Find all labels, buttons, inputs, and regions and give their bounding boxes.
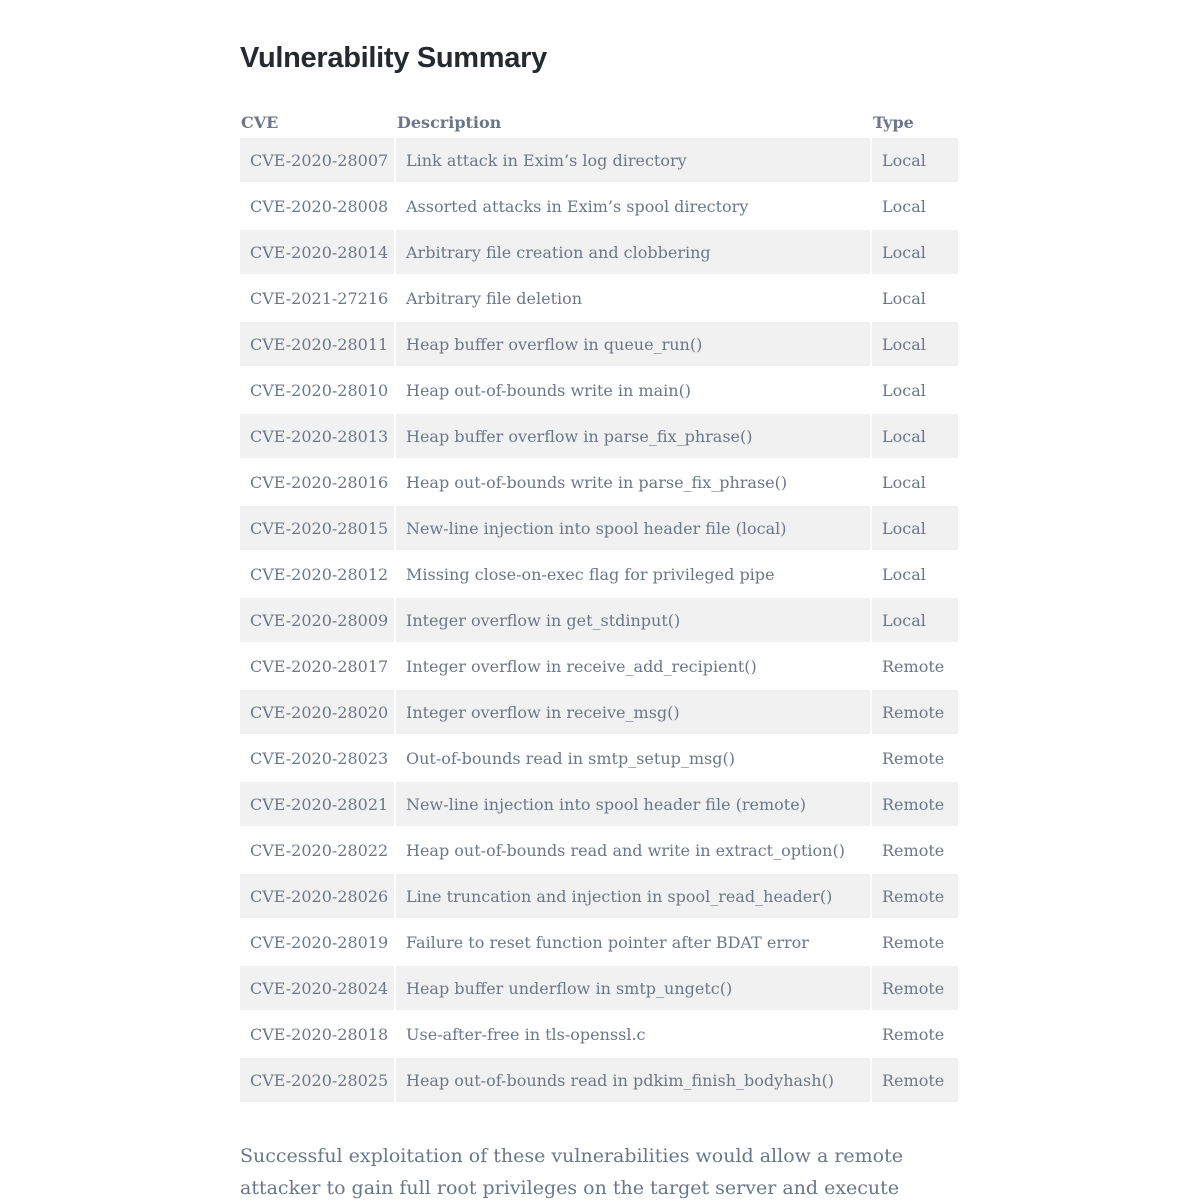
cve-cell: CVE-2020-28008 — [240, 184, 394, 228]
cve-cell: CVE-2021-27216 — [240, 276, 394, 320]
cve-cell: CVE-2020-28012 — [240, 552, 394, 596]
type-cell: Local — [872, 276, 958, 320]
table-row — [240, 414, 958, 458]
table-row — [240, 552, 958, 596]
cve-cell: CVE-2020-28011 — [240, 322, 394, 366]
type-cell: Local — [872, 322, 958, 366]
table-row — [240, 1058, 958, 1102]
cve-cell: CVE-2020-28026 — [240, 874, 394, 918]
description-cell: Use-after-free in tls-openssl.c — [396, 1012, 870, 1056]
header-type: Type — [873, 112, 914, 132]
table-row — [240, 782, 958, 826]
table-row — [240, 184, 958, 228]
description-cell: Out-of-bounds read in smtp_setup_msg() — [396, 736, 870, 780]
cve-cell: CVE-2020-28021 — [240, 782, 394, 826]
table-row — [240, 598, 958, 642]
cve-cell: CVE-2020-28025 — [240, 1058, 394, 1102]
cve-cell: CVE-2020-28009 — [240, 598, 394, 642]
header-cve: CVE — [241, 112, 279, 132]
description-cell: Heap out-of-bounds write in parse_fix_phrase() — [396, 460, 870, 504]
table-row — [240, 460, 958, 504]
type-cell: Local — [872, 184, 958, 228]
description-cell: New-line injection into spool header file (local) — [396, 506, 870, 550]
table-row — [240, 276, 958, 320]
cve-cell: CVE-2020-28019 — [240, 920, 394, 964]
table-row — [240, 506, 958, 550]
page-title: Vulnerability Summary — [240, 42, 547, 74]
type-cell: Local — [872, 138, 958, 182]
description-cell: Heap out-of-bounds read in pdkim_finish_bodyhash() — [396, 1058, 870, 1102]
table-row — [240, 736, 958, 780]
description-cell: Integer overflow in get_stdinput() — [396, 598, 870, 642]
cve-cell: CVE-2020-28018 — [240, 1012, 394, 1056]
table-row — [240, 644, 958, 688]
type-cell: Remote — [872, 644, 958, 688]
cve-cell: CVE-2020-28010 — [240, 368, 394, 412]
type-cell: Remote — [872, 1012, 958, 1056]
type-cell: Remote — [872, 1058, 958, 1102]
type-cell: Remote — [872, 782, 958, 826]
type-cell: Remote — [872, 874, 958, 918]
type-cell: Local — [872, 506, 958, 550]
type-cell: Local — [872, 368, 958, 412]
cve-cell: CVE-2020-28016 — [240, 460, 394, 504]
type-cell: Local — [872, 230, 958, 274]
table-row — [240, 920, 958, 964]
table-row — [240, 138, 958, 182]
description-cell: Integer overflow in receive_add_recipient() — [396, 644, 870, 688]
vulnerability-table — [238, 106, 960, 1104]
description-cell: Heap buffer underflow in smtp_ungetc() — [396, 966, 870, 1010]
cve-cell: CVE-2020-28007 — [240, 138, 394, 182]
description-cell: Integer overflow in receive_msg() — [396, 690, 870, 734]
table-row — [240, 322, 958, 366]
table-row — [240, 966, 958, 1010]
table-header-row — [240, 108, 958, 136]
description-cell: Link attack in Exim’s log directory — [396, 138, 870, 182]
description-cell: Heap out-of-bounds write in main() — [396, 368, 870, 412]
description-cell: Arbitrary file creation and clobbering — [396, 230, 870, 274]
table-row — [240, 230, 958, 274]
type-cell: Remote — [872, 828, 958, 872]
description-cell: Heap buffer overflow in queue_run() — [396, 322, 870, 366]
cve-cell: CVE-2020-28013 — [240, 414, 394, 458]
table-row — [240, 828, 958, 872]
description-cell: Missing close-on-exec flag for privileged pipe — [396, 552, 870, 596]
cve-cell: CVE-2020-28024 — [240, 966, 394, 1010]
description-cell: Arbitrary file deletion — [396, 276, 870, 320]
cve-cell: CVE-2020-28017 — [240, 644, 394, 688]
type-cell: Remote — [872, 966, 958, 1010]
description-cell: New-line injection into spool header file (remote) — [396, 782, 870, 826]
description-cell: Failure to reset function pointer after BDAT error — [396, 920, 870, 964]
description-cell: Assorted attacks in Exim’s spool directory — [396, 184, 870, 228]
table-row — [240, 368, 958, 412]
type-cell: Local — [872, 598, 958, 642]
body-paragraph: Successful exploitation of these vulnerabilities would allow a remote attacker to gain full root privileges on the target server and execute — [240, 1145, 903, 1199]
type-cell: Remote — [872, 736, 958, 780]
table-row — [240, 1012, 958, 1056]
description-cell: Line truncation and injection in spool_read_header() — [396, 874, 870, 918]
cve-cell: CVE-2020-28014 — [240, 230, 394, 274]
cve-cell: CVE-2020-28020 — [240, 690, 394, 734]
type-cell: Local — [872, 460, 958, 504]
cve-cell: CVE-2020-28023 — [240, 736, 394, 780]
table-row — [240, 690, 958, 734]
header-description: Description — [397, 112, 502, 132]
table-body — [240, 138, 958, 1102]
type-cell: Local — [872, 552, 958, 596]
type-cell: Remote — [872, 690, 958, 734]
cve-cell: CVE-2020-28015 — [240, 506, 394, 550]
type-cell: Remote — [872, 920, 958, 964]
table-row — [240, 874, 958, 918]
type-cell: Local — [872, 414, 958, 458]
description-cell: Heap out-of-bounds read and write in extract_option() — [396, 828, 870, 872]
description-cell: Heap buffer overflow in parse_fix_phrase() — [396, 414, 870, 458]
cve-cell: CVE-2020-28022 — [240, 828, 394, 872]
